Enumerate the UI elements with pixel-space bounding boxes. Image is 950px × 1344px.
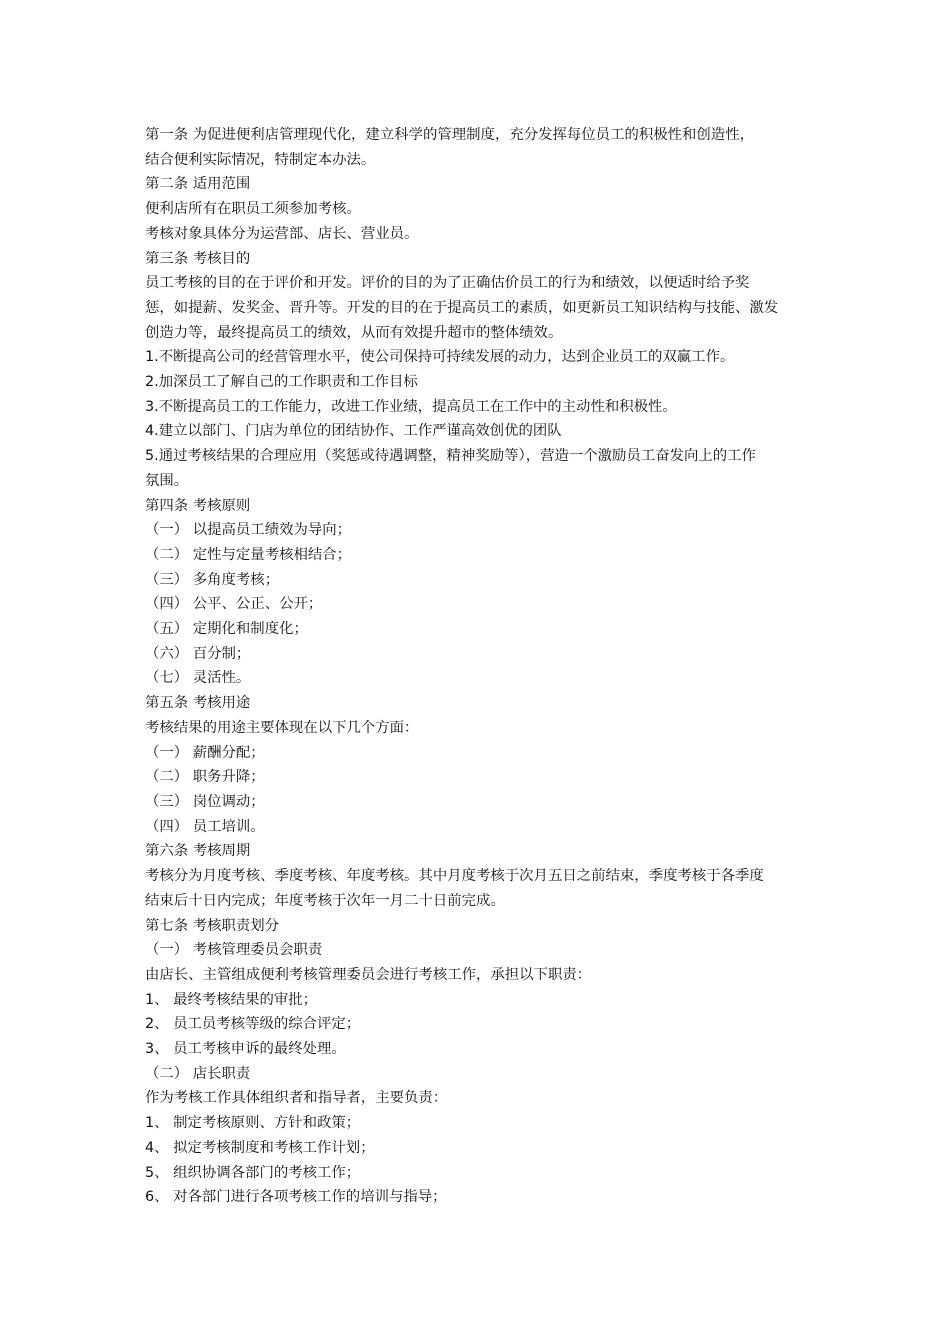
text-line: 作为考核工作具体组织者和指导者，主要负责： <box>145 1090 448 1107</box>
text-line: 员工考核的目的在于评价和开发。评价的目的为了正确估价员工的行为和绩效，以便适时给予奖 <box>145 275 750 292</box>
text-line: 结合便利实际情况，特制定本办法。 <box>145 151 376 168</box>
text-line: 考核分为月度考核、季度考核、年度考核。其中月度考核于次月五日之前结束，季度考核于各季度 <box>145 868 764 885</box>
list-item: （五） 定期化和制度化； <box>145 621 308 638</box>
list-item: 5、 组织协调各部门的考核工作； <box>145 1164 361 1181</box>
text-line: 考核对象具体分为运营部、店长、营业员。 <box>145 225 419 242</box>
text-line: 结束后十日内完成；年度考核于次年一月二十日前完成。 <box>145 892 505 909</box>
list-item: 1.不断提高公司的经营管理水平，使公司保持可持续发展的动力，达到企业员工的双赢工作。 <box>145 349 735 366</box>
list-item: 1、 制定考核原则、方针和政策； <box>145 1115 361 1132</box>
list-item: （三） 岗位调动； <box>145 793 265 810</box>
text-line: 考核结果的用途主要体现在以下几个方面： <box>145 719 419 736</box>
list-item: 4.建立以部门、门店为单位的团结协作、工作严谨高效创优的团队 <box>145 423 562 440</box>
document-body <box>145 123 810 1210</box>
list-item: （一） 薪酬分配； <box>145 744 265 761</box>
text-line: 便利店所有在职员工须参加考核。 <box>145 201 361 218</box>
list-item: （六） 百分制； <box>145 645 251 662</box>
text-line: 第一条 为促进便利店管理现代化，建立科学的管理制度，充分发挥每位员工的积极性和创造性， <box>145 127 754 143</box>
list-item: 3、 员工考核申诉的最终处理。 <box>145 1041 346 1058</box>
list-item: （四） 员工培训。 <box>145 818 265 835</box>
list-item: 6、 对各部门进行各项考核工作的培训与指导； <box>145 1189 447 1206</box>
list-item: （二） 职务升降； <box>145 769 265 786</box>
list-item: （四） 公平、公正、公开； <box>145 596 323 613</box>
section-heading: 第五条 考核用途 <box>145 695 251 712</box>
text-line: 氛围。 <box>145 472 189 489</box>
list-item: （七） 灵活性。 <box>145 670 251 687</box>
list-item: （二） 定性与定量考核相结合； <box>145 546 352 563</box>
list-item: 5.通过考核结果的合理应用（奖惩或待遇调整，精神奖励等），营造一个激励员工奋发向上的工作 <box>145 448 756 465</box>
section-heading: 第三条 考核目的 <box>145 250 251 267</box>
list-item: （一） 以提高员工绩效为导向； <box>145 522 352 539</box>
list-item: 2、 员工员考核等级的综合评定； <box>145 1016 361 1033</box>
section-heading: 第四条 考核原则 <box>145 497 251 514</box>
list-item: 3.不断提高员工的工作能力，改进工作业绩，提高员工在工作中的主动性和积极性。 <box>145 398 677 415</box>
text-line: 由店长、主管组成便利考核管理委员会进行考核工作，承担以下职责： <box>145 966 592 983</box>
list-item: （三） 多角度考核； <box>145 571 280 588</box>
section-heading: 第六条 考核周期 <box>145 843 251 860</box>
section-heading: 第七条 考核职责划分 <box>145 917 280 934</box>
list-item: 2.加深员工了解自己的工作职责和工作目标 <box>145 374 418 391</box>
text-line: 创造力等，最终提高员工的绩效，从而有效提升超市的整体绩效。 <box>145 324 563 341</box>
list-item: 4、 拟定考核制度和考核工作计划； <box>145 1139 375 1156</box>
text-line: 惩，如提薪、发奖金、晋升等。开发的目的在于提高员工的素质，如更新员工知识结构与技能、激发 <box>145 299 779 316</box>
list-item: 1、 最终考核结果的审批； <box>145 991 318 1008</box>
subsection-heading: （一） 考核管理委员会职责 <box>145 942 323 959</box>
subsection-heading: （二） 店长职责 <box>145 1065 251 1082</box>
section-heading: 第二条 适用范围 <box>145 176 251 193</box>
